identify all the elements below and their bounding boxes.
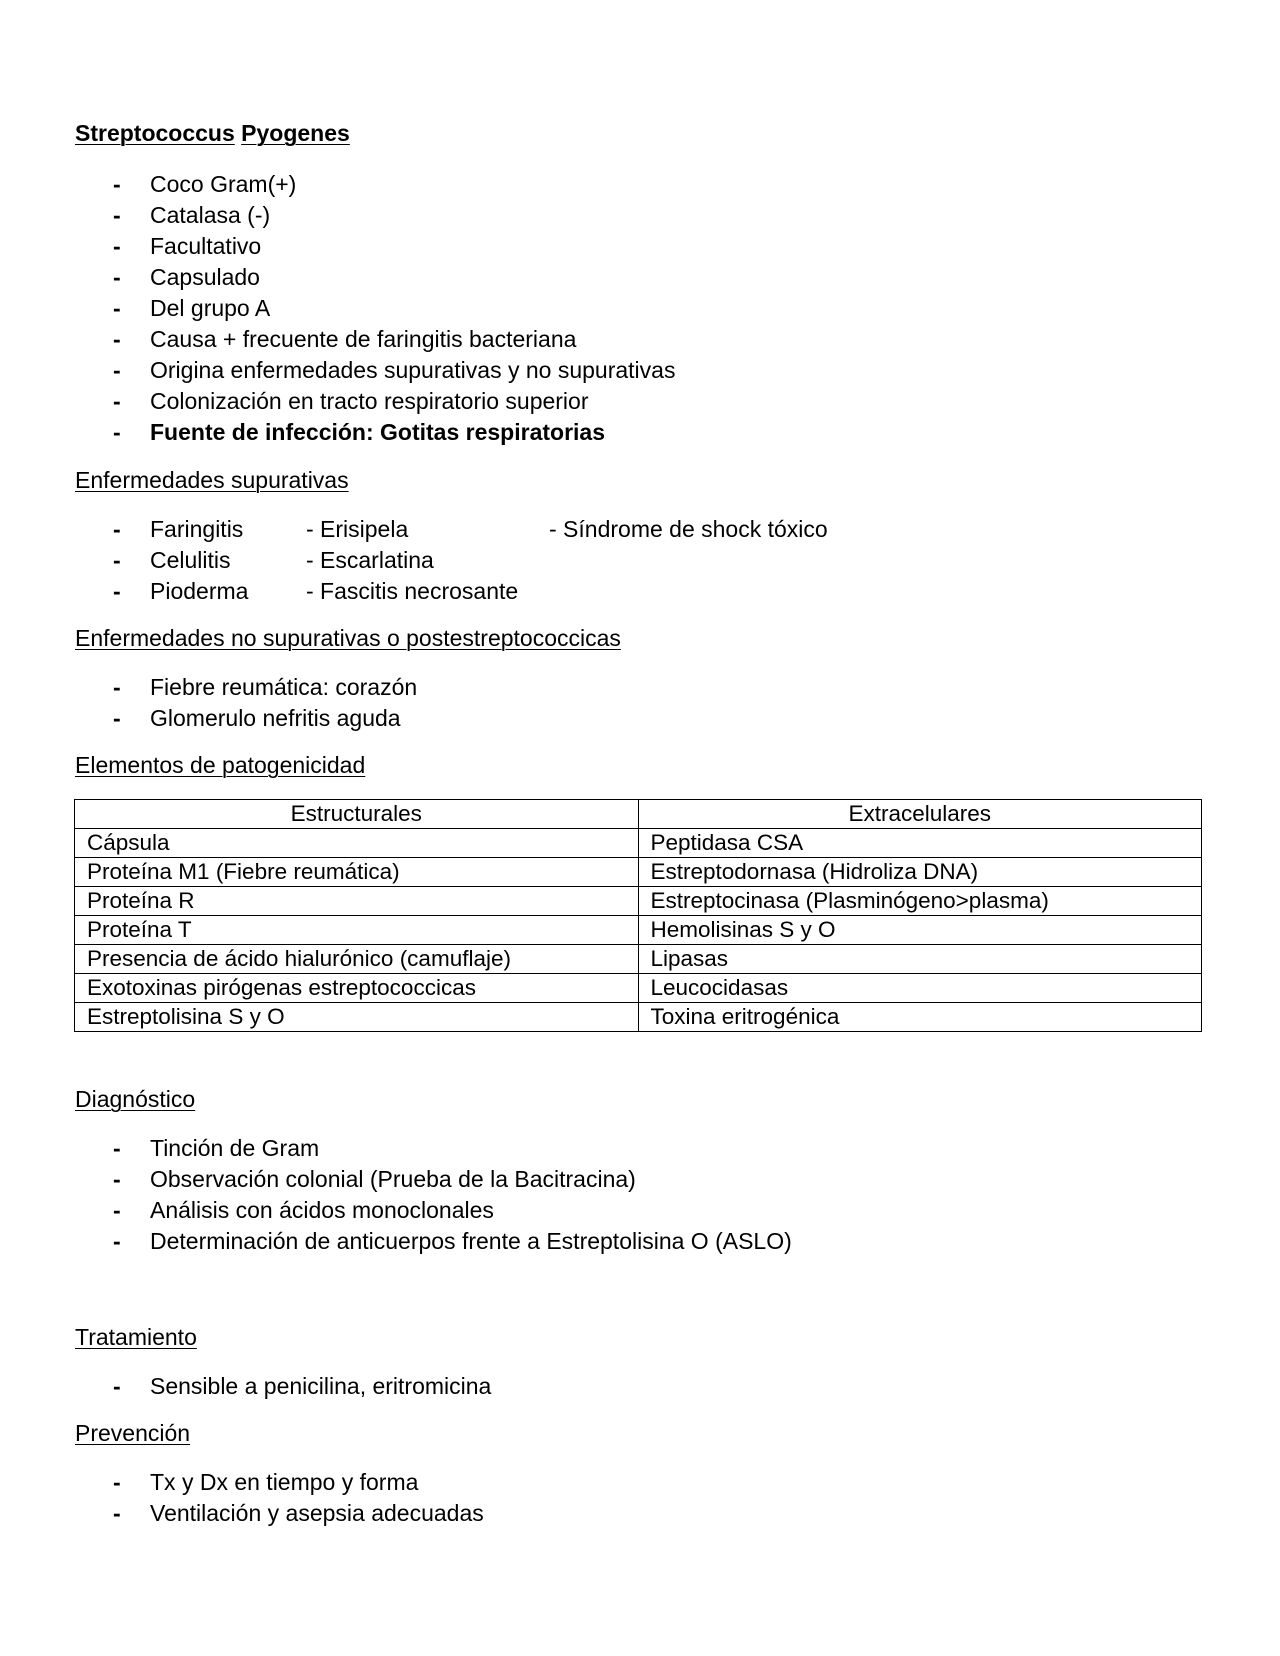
table-row bbox=[75, 916, 1202, 945]
heading-diagnostico: Diagnóstico bbox=[75, 1086, 196, 1112]
column-header-extracelulares: Extracelulares bbox=[638, 800, 1202, 829]
list-item: - Del grupo A bbox=[0, 293, 675, 324]
table-cell: Presencia de ácido hialurónico (camuflaje) bbox=[75, 945, 639, 974]
title-genus: Streptococcus bbox=[75, 120, 235, 146]
dash-bullet: - bbox=[113, 1197, 121, 1223]
column-header-estructurales: Estructurales bbox=[75, 800, 639, 829]
dash-bullet: - bbox=[113, 1228, 121, 1254]
dash-bullet: - bbox=[113, 1135, 121, 1161]
list-item: - Colonización en tracto respiratorio superior bbox=[0, 386, 675, 417]
dash-bullet: - bbox=[113, 674, 121, 700]
list-item: - Capsulado bbox=[0, 262, 675, 293]
table-row bbox=[75, 887, 1202, 916]
table-row bbox=[75, 829, 1202, 858]
dash-bullet: - bbox=[113, 1373, 121, 1399]
supurativas-list bbox=[0, 514, 828, 607]
table-cell: Proteína M1 (Fiebre reumática) bbox=[75, 858, 639, 887]
table-cell: Estreptodornasa (Hidroliza DNA) bbox=[638, 858, 1202, 887]
heading-tratamiento: Tratamiento bbox=[75, 1324, 197, 1350]
dash-bullet: - bbox=[113, 357, 121, 383]
characteristics-list bbox=[0, 169, 675, 448]
list-item: - Causa + frecuente de faringitis bacteriana bbox=[0, 324, 675, 355]
list-item: - Análisis con ácidos monoclonales bbox=[0, 1195, 792, 1226]
table-cell: Hemolisinas S y O bbox=[638, 916, 1202, 945]
list-item: - Celulitis - Escarlatina bbox=[0, 545, 248, 576]
table-cell: Exotoxinas pirógenas estreptococcicas bbox=[75, 974, 639, 1003]
table-cell: Toxina eritrogénica bbox=[638, 1003, 1202, 1032]
dash-bullet: - bbox=[113, 171, 121, 197]
list-item: - Coco Gram(+) bbox=[0, 169, 675, 200]
dash-bullet: - bbox=[113, 547, 121, 573]
list-item: - Tx y Dx en tiempo y forma bbox=[0, 1467, 484, 1498]
list-item: - Catalasa (-) bbox=[0, 200, 675, 231]
table-cell: Lipasas bbox=[638, 945, 1202, 974]
table-cell: Proteína R bbox=[75, 887, 639, 916]
dash-bullet: - bbox=[113, 705, 121, 731]
table-row bbox=[75, 1003, 1202, 1032]
page-title bbox=[75, 120, 350, 147]
patogenicidad-table bbox=[74, 799, 1202, 1032]
heading-no-supurativas: Enfermedades no supurativas o postestreptococcicas bbox=[75, 625, 621, 651]
list-item: - Sensible a penicilina, eritromicina bbox=[0, 1371, 491, 1402]
dash-bullet: - bbox=[113, 516, 121, 542]
dash-bullet: - bbox=[113, 578, 121, 604]
tratamiento-list bbox=[0, 1371, 491, 1402]
table-header-row bbox=[75, 800, 1202, 829]
table-cell: Estreptolisina S y O bbox=[75, 1003, 639, 1032]
dash-bullet: - bbox=[113, 202, 121, 228]
list-item: - Fuente de infección: Gotitas respiratorias bbox=[0, 417, 675, 448]
dash-bullet: - bbox=[113, 326, 121, 352]
dash-bullet: - bbox=[113, 419, 121, 445]
prevencion-list bbox=[0, 1467, 484, 1529]
heading-prevencion: Prevención bbox=[75, 1420, 191, 1446]
heading-patogenicidad: Elementos de patogenicidad bbox=[75, 752, 366, 778]
list-item: - Ventilación y asepsia adecuadas bbox=[0, 1498, 484, 1529]
table-cell: Estreptocinasa (Plasminógeno>plasma) bbox=[638, 887, 1202, 916]
diagnostico-list bbox=[0, 1133, 792, 1257]
list-item: - Observación colonial (Prueba de la Bacitracina) bbox=[0, 1164, 792, 1195]
dash-bullet: - bbox=[113, 233, 121, 259]
heading-supurativas: Enfermedades supurativas bbox=[75, 467, 349, 493]
dash-bullet: - bbox=[113, 1166, 121, 1192]
list-item: - Pioderma - Fascitis necrosante bbox=[0, 576, 248, 607]
dash-bullet: - bbox=[113, 264, 121, 290]
dash-bullet: - bbox=[113, 1500, 121, 1526]
dash-bullet: - bbox=[113, 295, 121, 321]
list-item: - Glomerulo nefritis aguda bbox=[0, 703, 417, 734]
list-item: - Faringitis - Erisipela - Síndrome de shock tóxico bbox=[0, 514, 248, 545]
dash-bullet: - bbox=[113, 1469, 121, 1495]
dash-bullet: - bbox=[113, 388, 121, 414]
list-item: - Origina enfermedades supurativas y no supurativas bbox=[0, 355, 675, 386]
table-row bbox=[75, 974, 1202, 1003]
no-supurativas-list bbox=[0, 672, 417, 734]
list-item: - Fiebre reumática: corazón bbox=[0, 672, 417, 703]
list-item: - Facultativo bbox=[0, 231, 675, 262]
table-cell: Leucocidasas bbox=[638, 974, 1202, 1003]
table-row bbox=[75, 945, 1202, 974]
list-item: - Tinción de Gram bbox=[0, 1133, 792, 1164]
table-cell: Cápsula bbox=[75, 829, 639, 858]
table-cell: Peptidasa CSA bbox=[638, 829, 1202, 858]
table-row bbox=[75, 858, 1202, 887]
list-item: - Determinación de anticuerpos frente a Estreptolisina O (ASLO) bbox=[0, 1226, 792, 1257]
table-cell: Proteína T bbox=[75, 916, 639, 945]
title-species: Pyogenes bbox=[241, 120, 350, 146]
